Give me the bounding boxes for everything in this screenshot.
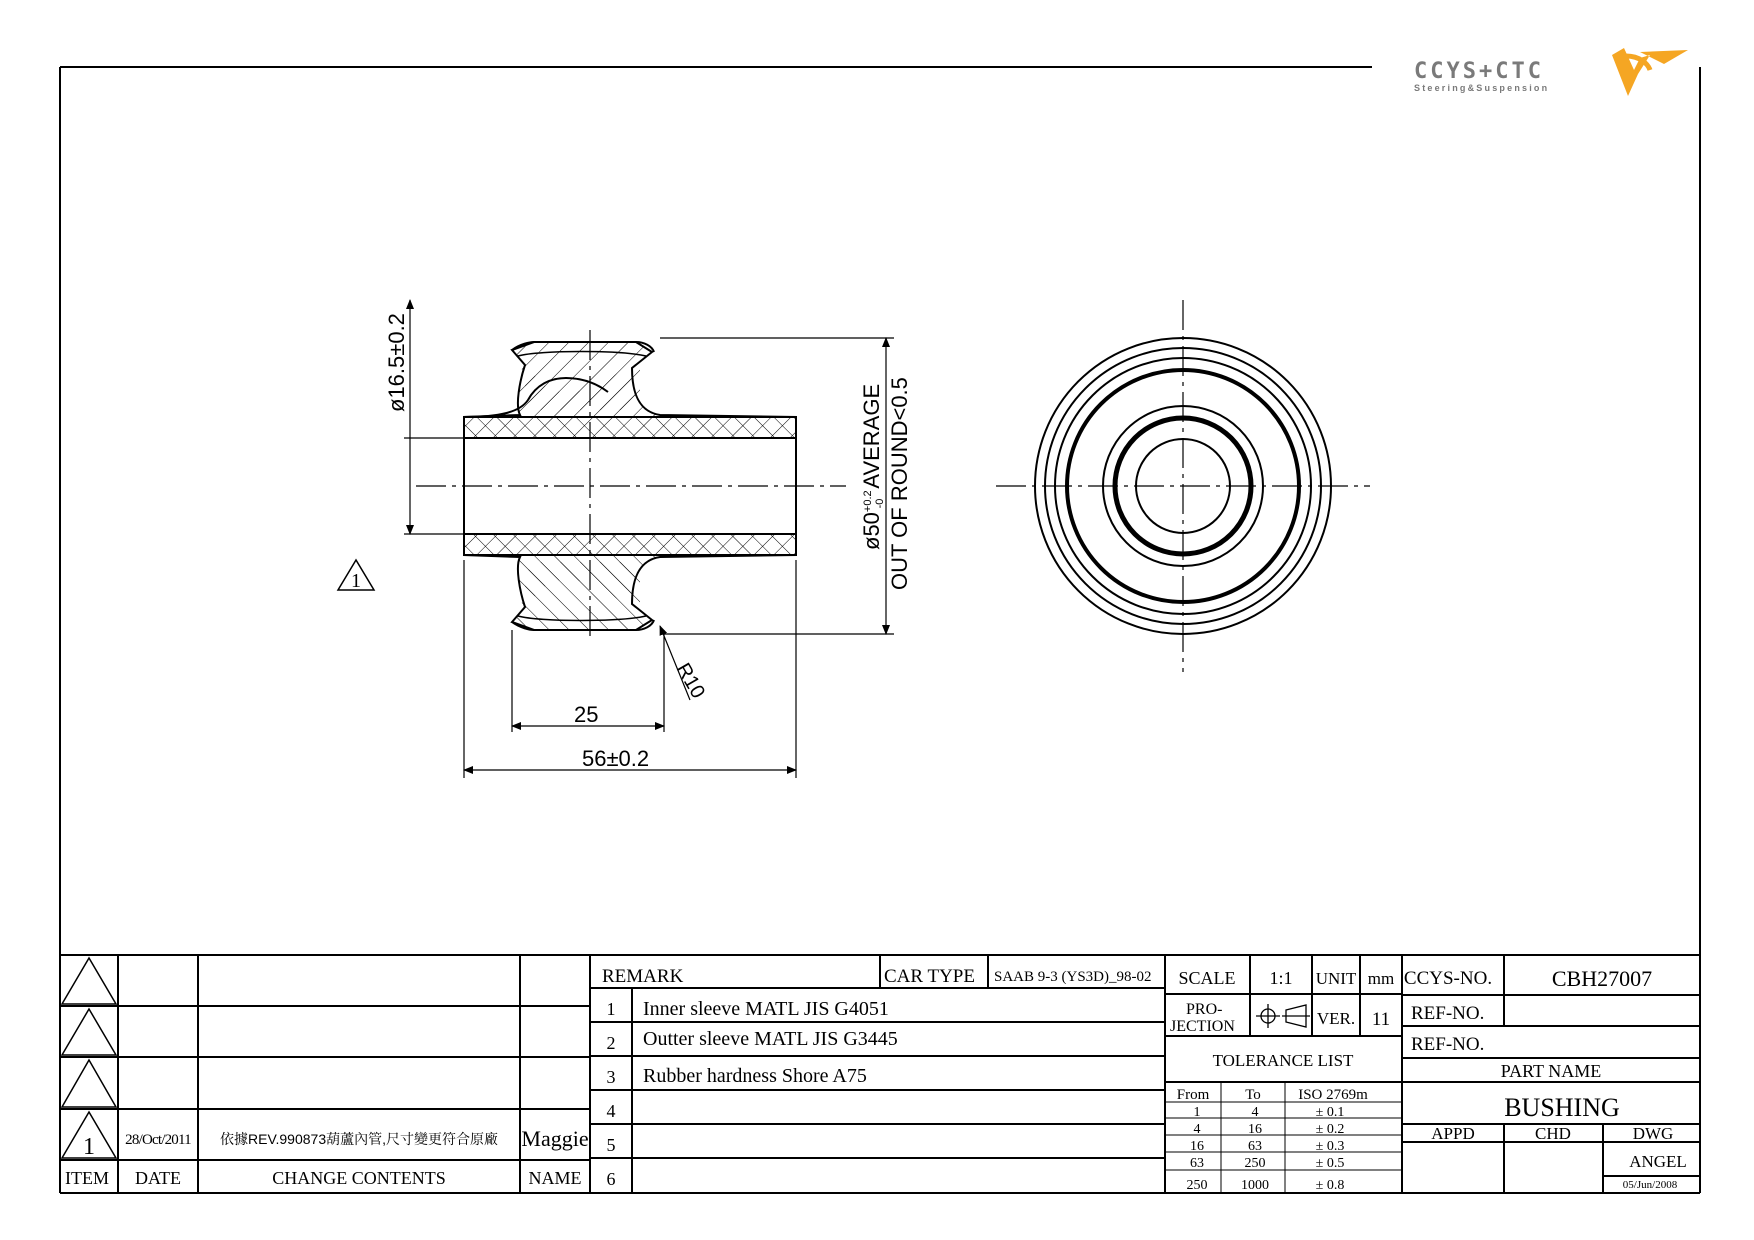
- waist-width-label: 25: [574, 702, 599, 727]
- total-length-label: 56±0.2: [582, 746, 650, 771]
- drawing-border: [60, 67, 1700, 1193]
- tolerance-row-2-tol: ± 0.2: [1315, 1122, 1345, 1137]
- part-name-label: PART NAME: [1500, 1061, 1602, 1081]
- tolerance-row-4-tol: ± 0.5: [1315, 1156, 1345, 1171]
- svg-text:1: 1: [351, 570, 361, 592]
- tolerance-header-from: From: [1176, 1087, 1210, 1103]
- remark-item-3-no: 3: [606, 1067, 616, 1087]
- remark-item-1-no: 1: [606, 999, 616, 1019]
- brand-tagline: Steering&Suspension: [1414, 83, 1550, 93]
- remark-header: REMARK: [602, 966, 684, 987]
- revision-row-4-date: 28/Oct/2011: [125, 1132, 191, 1148]
- ver-label: VER.: [1316, 1009, 1356, 1028]
- dwg-name: ANGEL: [1629, 1152, 1687, 1171]
- car-type-label: CAR TYPE: [884, 966, 975, 987]
- remark-item-1-text: Inner sleeve MATL JIS G4051: [643, 998, 889, 1020]
- upper-inner-sleeve: [464, 417, 796, 438]
- tolerance-title: TOLERANCE LIST: [1212, 1051, 1354, 1070]
- tolerance-row-1-to: 4: [1251, 1105, 1259, 1120]
- tolerance-row-3-to: 63: [1248, 1139, 1262, 1154]
- ccys-no-label: CCYS-NO.: [1403, 968, 1493, 989]
- inner-diameter-label: ø16.5±0.2: [384, 313, 409, 412]
- brand-emblem-icon: [1612, 48, 1688, 96]
- revision-marker-icon: [338, 560, 374, 592]
- projection-symbol-icon: [1256, 1004, 1310, 1028]
- dwg-label: DWG: [1632, 1124, 1674, 1143]
- chd-label: CHD: [1535, 1124, 1571, 1143]
- appd-label: APPD: [1431, 1124, 1475, 1143]
- remark-item-6-no: 6: [606, 1169, 616, 1189]
- scale-value: 1:1: [1269, 968, 1293, 988]
- brand-name: CCYS+CTC: [1414, 59, 1544, 84]
- remark-item-2-text: Outter sleeve MATL JIS G3445: [643, 1028, 898, 1050]
- revision-row-4-rev: 1: [83, 1134, 95, 1160]
- brand-logo: [1414, 48, 1688, 96]
- out-of-round-label: OUT OF ROUND<0.5: [887, 377, 912, 590]
- tolerance-row-3-tol: ± 0.3: [1315, 1139, 1345, 1154]
- ver-value: 11: [1371, 1009, 1391, 1030]
- projection-label-1: PRO-: [1186, 1001, 1223, 1018]
- tolerance-row-4-from: 63: [1190, 1156, 1204, 1171]
- remark-item-2-no: 2: [606, 1033, 616, 1053]
- projection-label-2: JECTION: [1170, 1018, 1235, 1035]
- section-view: [416, 330, 846, 640]
- ref-no-label-1: REF-NO.: [1411, 1003, 1485, 1024]
- part-name-value: BUSHING: [1504, 1093, 1620, 1122]
- remark-item-4-no: 4: [606, 1101, 616, 1121]
- tolerance-row-2-to: 16: [1248, 1122, 1262, 1137]
- remark-item-5-no: 5: [606, 1135, 616, 1155]
- revision-row-4-content: 依據REV.990873葫蘆內管,尺寸變更符合原廠: [220, 1131, 498, 1147]
- tolerance-row-2-from: 4: [1193, 1122, 1201, 1137]
- dwg-date: 05/Jun/2008: [1622, 1179, 1678, 1191]
- revision-row-4-name: Maggie: [521, 1126, 589, 1151]
- remark-item-3-text: Rubber hardness Shore A75: [643, 1065, 867, 1087]
- header-item: ITEM: [65, 1168, 109, 1188]
- header-date: DATE: [135, 1168, 181, 1188]
- tolerance-row-1-tol: ± 0.1: [1315, 1105, 1345, 1120]
- header-name: NAME: [528, 1168, 582, 1188]
- ccys-no-value: CBH27007: [1551, 966, 1653, 991]
- scale-label: SCALE: [1178, 968, 1236, 988]
- tolerance-row-4-to: 250: [1244, 1156, 1266, 1171]
- header-change-contents: CHANGE CONTENTS: [272, 1168, 446, 1188]
- car-type-value: SAAB 9-3 (YS3D)_98-02: [994, 969, 1152, 985]
- tolerance-row-3-from: 16: [1190, 1139, 1204, 1154]
- end-view: [996, 300, 1370, 672]
- tolerance-header-iso: ISO 2769m: [1298, 1087, 1368, 1103]
- tolerance-row-5-to: 1000: [1241, 1178, 1269, 1193]
- tolerance-row-5-tol: ± 0.8: [1315, 1178, 1345, 1193]
- tolerance-row-1-from: 1: [1193, 1105, 1201, 1120]
- unit-value: mm: [1367, 969, 1395, 988]
- title-block-grid: [60, 955, 1700, 1193]
- radius-label: R10: [671, 659, 710, 703]
- ref-no-label-2: REF-NO.: [1411, 1034, 1485, 1055]
- tolerance-header-to: To: [1245, 1087, 1261, 1103]
- unit-label: UNIT: [1315, 969, 1357, 988]
- tolerance-row-5-from: 250: [1186, 1178, 1208, 1193]
- outer-diameter-label: $ø50^{+0.2}-0AVERAGE$: [859, 383, 886, 550]
